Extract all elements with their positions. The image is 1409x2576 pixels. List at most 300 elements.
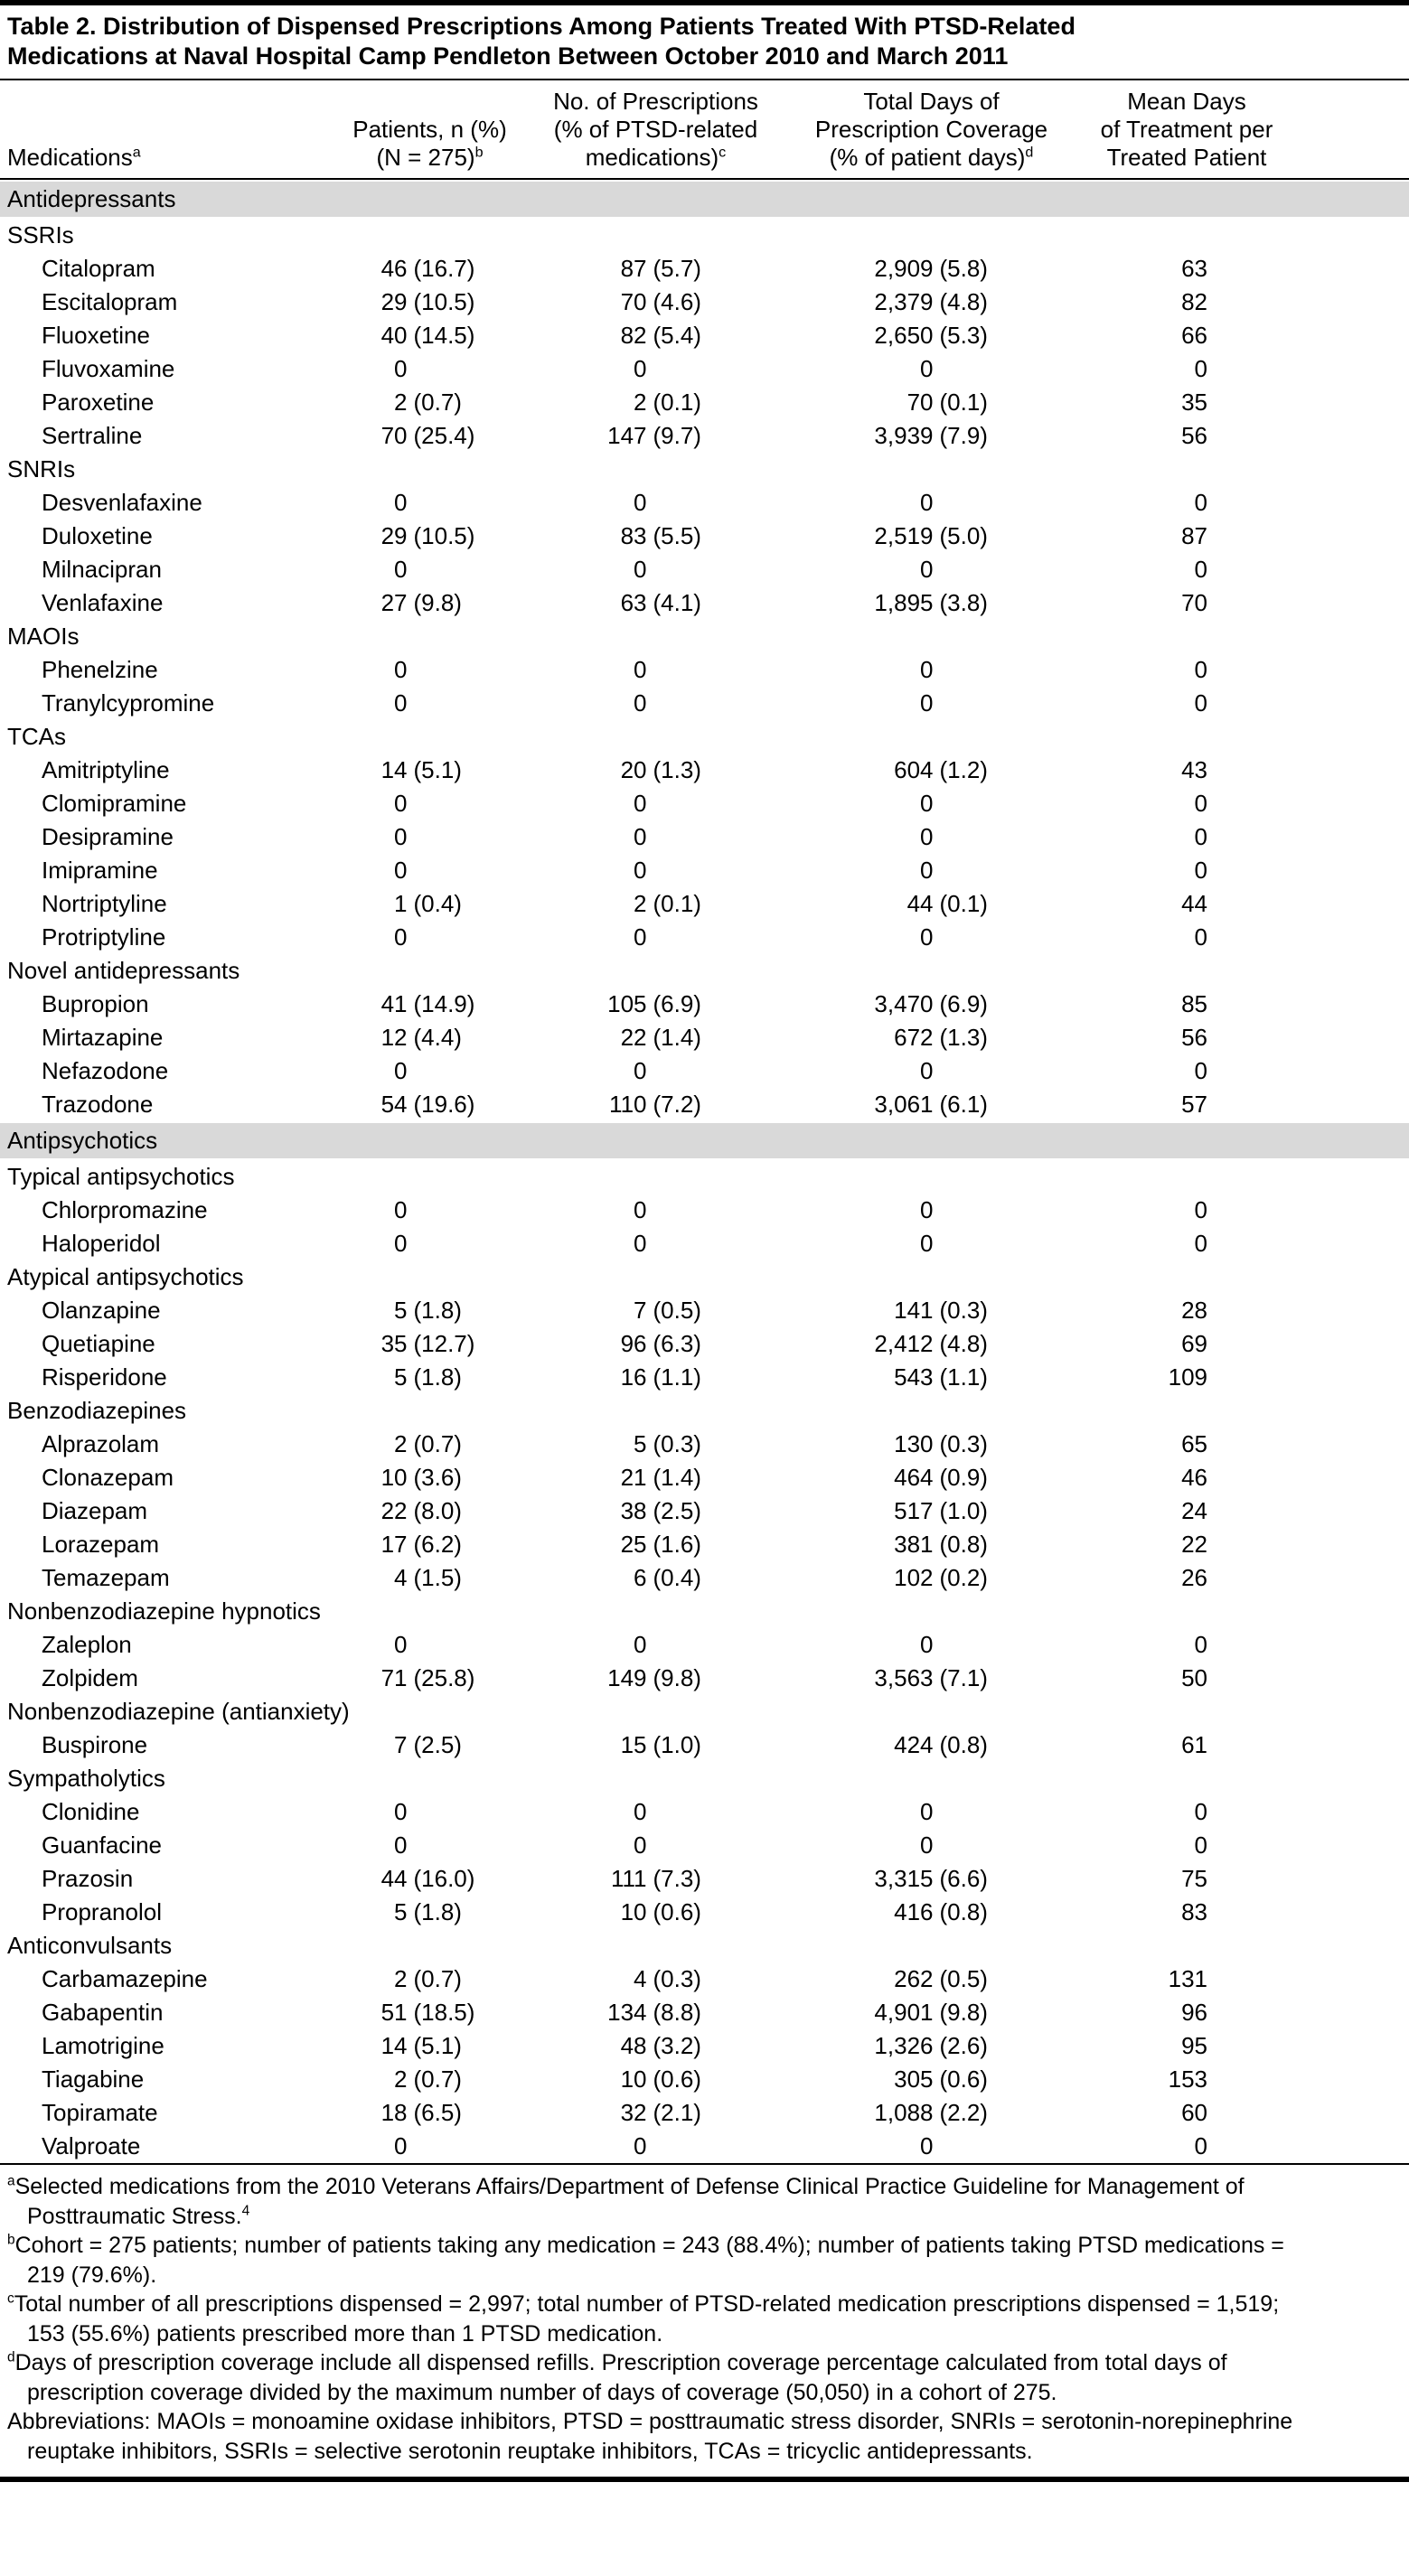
value-number: 0 [920,489,934,517]
value-number: 82 [620,322,647,350]
drug-row [0,1054,1409,1088]
value-cell [1074,389,1300,417]
group-label: Anticonvulsants [7,1932,173,1960]
value-percent: (1.1) [653,1363,701,1391]
value-number: 38 [620,1497,647,1525]
medication-name: Risperidone [42,1363,167,1391]
value-cell [522,790,789,818]
value-number: 0 [634,1798,647,1826]
value-number: 4 [394,1564,408,1592]
medication-name: Chlorpromazine [42,1196,208,1224]
value-cell [337,1497,522,1525]
value-cell [337,1564,522,1592]
value-percent: (2.2) [939,2099,988,2127]
value-percent: (0.1) [939,389,988,417]
value-cell [337,1430,522,1458]
drug-row [0,386,1409,419]
value-cell [789,1564,1074,1592]
column-header-text: Medications [7,144,133,172]
value-number: 7 [634,1297,647,1325]
drug-row [0,1088,1409,1121]
medication-name: Mirtazapine [42,1024,164,1052]
value-cell [1074,1196,1300,1224]
group-row [0,1695,1409,1728]
value-cell [337,990,522,1018]
value-number: 48 [620,2032,647,2060]
value-percent: (14.5) [413,322,475,350]
drug-row [0,1896,1409,1929]
column-header [522,88,789,173]
value-percent: (0.2) [939,1564,988,1592]
footnote-marker: c [719,144,727,161]
value-number: 87 [1181,522,1207,550]
value-number: 29 [380,288,408,316]
footnote-text: Abbreviations: MAOIs = monoamine oxidase inhibitors, PTSD = posttraumatic stress disorder, SNRIs = serotonin-norepinephrine reuptake inhibitors, SSRIs = selective serotonin reuptake inhibitors, TCAs = tricyclic antidepressants. [7,2409,1293,2464]
value-number: 44 [380,1865,408,1893]
value-percent: (3.2) [653,2032,701,2060]
value-percent: (4.6) [653,288,701,316]
value-number: 10 [620,1898,647,1926]
medication-name: Tiagabine [42,2065,145,2094]
value-number: 0 [1194,823,1207,851]
value-number: 14 [380,2032,408,2060]
value-cell [337,1831,522,1859]
value-percent: (5.5) [653,522,701,550]
value-cell [522,389,789,417]
footnote-text: Total number of all prescriptions dispensed = 2,997; total number of PTSD-related medication prescriptions dispensed = 1,519; 153 (55.6%) patients prescribed more than 1 PTSD medication. [14,2291,1280,2347]
value-percent: (0.7) [413,1430,462,1458]
column-header-line [522,144,789,172]
value-number: 46 [380,255,408,283]
value-number: 5 [394,1898,408,1926]
value-cell [522,422,789,450]
value-number: 4 [634,1965,647,1993]
column-header [337,116,522,172]
value-cell [1074,656,1300,684]
group-row [0,1394,1409,1428]
value-cell [337,1091,522,1119]
drug-row [0,1294,1409,1327]
value-percent: (0.6) [939,2065,988,2094]
value-number: 3,470 [874,990,934,1018]
value-cell [1074,1091,1300,1119]
value-percent: (0.6) [653,2065,701,2094]
value-cell [522,1631,789,1659]
footnote [7,2407,1313,2466]
column-header-text: medications) [585,144,719,172]
value-number: 16 [620,1363,647,1391]
value-cell [522,1497,789,1525]
value-number: 0 [1194,1196,1207,1224]
group-row [0,720,1409,754]
footnote [7,2290,1313,2348]
value-number: 0 [1194,1631,1207,1659]
value-number: 0 [634,823,647,851]
value-number: 50 [1181,1664,1207,1692]
value-percent: (6.6) [939,1865,988,1893]
value-cell [337,1664,522,1692]
value-number: 672 [894,1024,934,1052]
value-number: 0 [1194,489,1207,517]
footnote-text: Days of prescription coverage include all dispensed refills. Prescription coverage percentage calculated from total days of prescription coverage divided by the maximum number of days of coverage (50,050) in a cohort of 275. [14,2350,1227,2405]
value-cell [337,756,522,784]
value-number: 0 [920,1057,934,1085]
value-number: 0 [634,2132,647,2160]
value-number: 153 [1168,2065,1207,2094]
medication-name: Clonidine [42,1798,140,1826]
value-cell [789,355,1074,383]
value-number: 464 [894,1464,934,1492]
value-cell [337,1865,522,1893]
value-cell [1074,1865,1300,1893]
value-number: 0 [634,1196,647,1224]
value-cell [789,288,1074,316]
value-number: 0 [634,355,647,383]
group-row [0,1762,1409,1795]
drug-row [0,854,1409,887]
value-number: 0 [634,923,647,951]
value-percent: (8.8) [653,1999,701,2027]
value-percent: (0.4) [413,890,462,918]
value-cell [522,1898,789,1926]
value-cell [337,422,522,450]
medication-name: Nefazodone [42,1057,169,1085]
group-label: MAOIs [7,623,80,651]
value-percent: (1.3) [653,756,701,784]
column-header-line [1074,144,1300,172]
value-number: 2 [634,890,647,918]
value-number: 0 [920,689,934,717]
value-percent: (1.0) [653,1731,701,1759]
value-cell [1074,1497,1300,1525]
value-cell [789,1464,1074,1492]
value-number: 0 [394,689,408,717]
value-number: 0 [634,857,647,885]
drug-row [0,1561,1409,1595]
value-cell [337,1631,522,1659]
value-number: 51 [380,1999,408,2027]
medication-name: Zolpidem [42,1664,138,1692]
value-percent: (1.8) [413,1898,462,1926]
drug-row [0,1494,1409,1528]
value-percent: (0.7) [413,1965,462,1993]
value-cell [1074,2099,1300,2127]
value-percent: (4.8) [939,1330,988,1358]
drug-row [0,352,1409,386]
reference-number: 4 [241,2203,250,2219]
value-cell [1074,1731,1300,1759]
value-cell [337,1464,522,1492]
value-cell [522,2099,789,2127]
value-cell [337,556,522,584]
value-cell [1074,756,1300,784]
medication-name: Duloxetine [42,522,153,550]
value-number: 2,379 [874,288,934,316]
group-label: SNRIs [7,455,76,483]
value-cell [337,1057,522,1085]
drug-row [0,2063,1409,2096]
value-cell [1074,1831,1300,1859]
value-cell [1074,990,1300,1018]
medication-name: Protriptyline [42,923,166,951]
value-number: 2 [394,1430,408,1458]
value-cell [522,1297,789,1325]
category-label: Antipsychotics [7,1127,158,1155]
value-percent: (0.7) [413,2065,462,2094]
footnote-marker: d [7,2350,15,2366]
medication-name: Fluoxetine [42,322,150,350]
value-number: 26 [1181,1564,1207,1592]
value-number: 18 [380,2099,408,2127]
value-cell [789,1024,1074,1052]
value-cell [337,2132,522,2160]
value-number: 0 [920,790,934,818]
value-cell [1074,1564,1300,1592]
value-percent: (10.5) [413,288,475,316]
medication-name: Escitalopram [42,288,178,316]
column-header-line [1074,116,1300,144]
value-cell [1074,2032,1300,2060]
value-number: 0 [394,489,408,517]
column-header-line [337,116,522,144]
value-number: 35 [1181,389,1207,417]
value-number: 2 [394,1965,408,1993]
value-number: 416 [894,1898,934,1926]
header-rule [0,178,1409,180]
value-percent: (0.4) [653,1564,701,1592]
drug-row [0,1361,1409,1394]
medication-name: Carbamazepine [42,1965,208,1993]
value-number: 2,650 [874,322,934,350]
value-percent: (18.5) [413,1999,475,2027]
value-number: 3,563 [874,1664,934,1692]
value-cell [522,1091,789,1119]
value-percent: (9.7) [653,422,701,450]
value-cell [1074,689,1300,717]
medication-name: Tranylcypromine [42,689,215,717]
group-row [0,219,1409,252]
value-cell [789,1057,1074,1085]
value-cell [789,2132,1074,2160]
value-cell [789,990,1074,1018]
medication-name: Olanzapine [42,1297,161,1325]
table-title [0,5,1409,79]
value-cell [522,1664,789,1692]
group-row [0,620,1409,653]
value-cell [1074,790,1300,818]
value-number: 83 [620,522,647,550]
value-number: 0 [634,1631,647,1659]
value-number: 4,901 [874,1999,934,2027]
value-cell [522,1430,789,1458]
value-cell [522,1531,789,1559]
value-number: 0 [920,1631,934,1659]
drug-row [0,2130,1409,2163]
column-header-text: No. of Prescriptions [553,87,758,115]
value-number: 82 [1181,288,1207,316]
value-cell [789,1091,1074,1119]
value-number: 0 [1194,656,1207,684]
column-header-text: Patients, n (%) [352,116,507,144]
column-header-line [789,88,1074,116]
value-cell [789,389,1074,417]
value-percent: (5.0) [939,522,988,550]
drug-row [0,988,1409,1021]
value-percent: (5.7) [653,255,701,283]
value-percent: (6.9) [653,990,701,1018]
footnotes [0,2165,1322,2477]
value-cell [522,589,789,617]
value-cell [1074,823,1300,851]
value-number: 0 [634,656,647,684]
value-cell [337,1898,522,1926]
value-cell [789,589,1074,617]
value-cell [789,1999,1074,2027]
value-number: 131 [1168,1965,1207,1993]
value-number: 0 [1194,1230,1207,1258]
value-number: 29 [380,522,408,550]
value-cell [1074,1999,1300,2027]
value-number: 20 [620,756,647,784]
value-cell [337,790,522,818]
value-cell [789,1430,1074,1458]
value-number: 70 [380,422,408,450]
drug-row [0,486,1409,520]
value-number: 305 [894,2065,934,2094]
value-cell [337,1196,522,1224]
value-number: 0 [920,823,934,851]
value-percent: (1.5) [413,1564,462,1592]
value-percent: (16.0) [413,1865,475,1893]
value-number: 0 [920,1831,934,1859]
value-cell [522,1464,789,1492]
value-cell [522,1330,789,1358]
value-cell [1074,1430,1300,1458]
value-cell [1074,1230,1300,1258]
value-cell [337,923,522,951]
value-number: 95 [1181,2032,1207,2060]
value-percent: (5.3) [939,322,988,350]
value-cell [789,857,1074,885]
drug-row [0,887,1409,921]
footnote [7,2172,1313,2231]
value-number: 3,315 [874,1865,934,1893]
column-header-text: Treated Patient [1106,144,1267,172]
value-percent: (10.5) [413,522,475,550]
drug-row [0,1628,1409,1662]
value-number: 83 [1181,1898,1207,1926]
value-percent: (6.1) [939,1091,988,1119]
drug-row [0,286,1409,319]
value-percent: (0.8) [939,1898,988,1926]
value-cell [522,288,789,316]
value-number: 63 [1181,255,1207,283]
value-number: 0 [1194,857,1207,885]
value-number: 1,088 [874,2099,934,2127]
table-title-line-1: Table 2. Distribution of Dispensed Prescriptions Among Patients Treated With PTSD-Related [7,13,1076,40]
value-cell [522,756,789,784]
value-cell [337,255,522,283]
value-cell [1074,890,1300,918]
value-number: 0 [634,790,647,818]
value-number: 22 [380,1497,408,1525]
value-number: 17 [380,1531,408,1559]
medication-name: Desvenlafaxine [42,489,202,517]
value-number: 2 [394,389,408,417]
value-cell [522,923,789,951]
value-number: 0 [394,556,408,584]
value-cell [522,489,789,517]
value-percent: (1.8) [413,1363,462,1391]
value-cell [789,1196,1074,1224]
drug-row [0,1795,1409,1829]
value-cell [1074,1057,1300,1085]
group-row [0,453,1409,486]
drug-row [0,1194,1409,1227]
value-cell [337,288,522,316]
value-cell [1074,923,1300,951]
value-cell [789,1230,1074,1258]
value-cell [789,1631,1074,1659]
value-percent: (6.2) [413,1531,462,1559]
value-cell [522,322,789,350]
medication-name: Guanfacine [42,1831,162,1859]
category-row [0,182,1409,217]
value-cell [337,689,522,717]
value-cell [337,1965,522,1993]
group-label: Benzodiazepines [7,1397,187,1425]
value-percent: (12.7) [413,1330,475,1358]
group-row [0,1160,1409,1194]
value-number: 0 [394,1196,408,1224]
value-number: 0 [920,656,934,684]
value-cell [1074,322,1300,350]
value-cell [1074,255,1300,283]
value-number: 517 [894,1497,934,1525]
value-cell [789,923,1074,951]
drug-row [0,419,1409,453]
drug-row [0,1996,1409,2029]
value-cell [789,756,1074,784]
value-percent: (2.6) [939,2032,988,2060]
medication-name: Imipramine [42,857,158,885]
value-cell [337,589,522,617]
value-number: 70 [620,288,647,316]
group-row [0,954,1409,988]
drug-row [0,586,1409,620]
value-cell [789,1965,1074,1993]
value-percent: (3.8) [939,589,988,617]
value-cell [522,2132,789,2160]
value-cell [789,1363,1074,1391]
value-cell [522,1798,789,1826]
value-percent: (4.1) [653,589,701,617]
value-percent: (0.1) [653,389,701,417]
value-number: 5 [394,1363,408,1391]
value-cell [789,489,1074,517]
value-number: 0 [394,1798,408,1826]
value-number: 0 [920,1196,934,1224]
value-number: 0 [920,1230,934,1258]
value-percent: (2.1) [653,2099,701,2127]
footnote-marker: a [7,2174,15,2190]
category-label: Antidepressants [7,185,176,213]
value-number: 2,519 [874,522,934,550]
value-percent: (7.9) [939,422,988,450]
value-cell [522,1057,789,1085]
drug-row [0,787,1409,820]
drug-row [0,653,1409,687]
